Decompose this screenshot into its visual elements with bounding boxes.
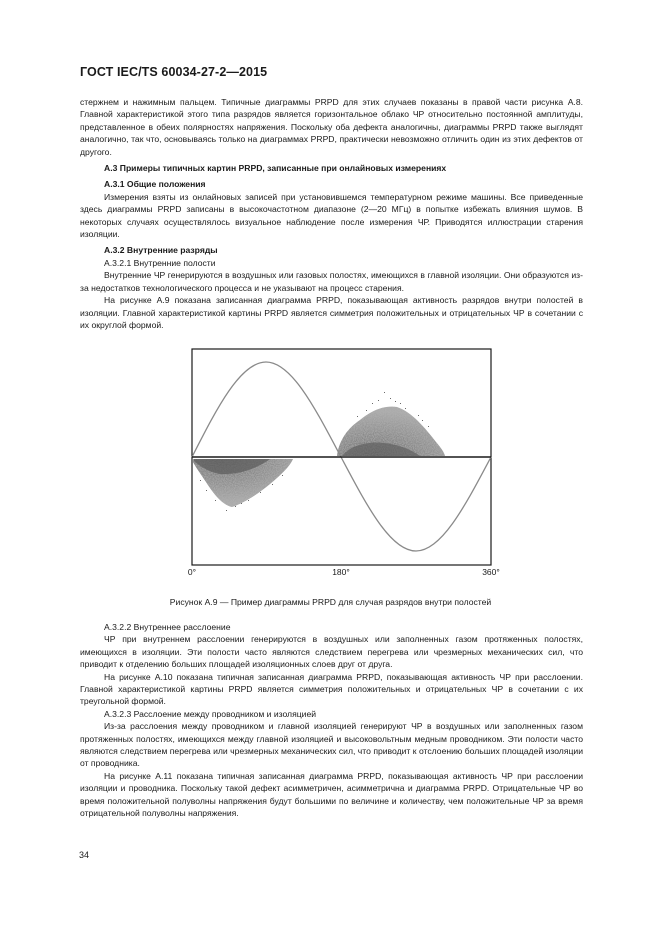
section-a322-text-2: На рисунке А.10 показана типичная записанная диаграмма PRPD, показывающая активность ЧР при расслоении. Главной характеристикой картины PRPD является симметрия положительных и отрицательных ЧР в сочетании с их треугольной формой.: [80, 671, 583, 707]
section-a321-text-2: На рисунке А.9 показана записанная диаграмма PRPD, показывающая активность разрядов внутри полостей в изоляции. Главной характеристикой картины PRPD является симметрия положительных и отрицательных ЧР в сочетании с их округлой формой.: [80, 295, 583, 330]
figure-caption: Рисунок А.9 — Пример диаграммы PRPD для случая разрядов внутри полостей: [169, 597, 492, 607]
section-a32-heading: А.3.2 Внутренние разряды: [104, 245, 218, 256]
section-a3-heading: А.3 Примеры типичных картин PRPD, записанные при онлайновых измерениях: [104, 163, 447, 174]
document-header: ГОСТ IEC/TS 60034-27-2—2015: [80, 65, 268, 79]
section-a321-heading: А.3.2.1 Внутренние полости: [104, 257, 216, 268]
paragraph-continuation: стержнем и нажимным пальцем. Типичные диаграммы PRPD для этих случаев показаны в правой части рисунка А.8. Главной характеристикой этого типа разрядов является горизонтальное облако ЧР относительно постоянной амплитуды, представленное в обеих полярностях напряжения. Поскольку оба дефекта аналогичны, диаграммы PRPD также выглядят аналогично, так что, основываясь только на диаграммах PRPD, практически невозможно отличить один из этих дефектов от другого.: [80, 97, 583, 157]
prpd-chart: [180, 340, 510, 580]
x-label-180: 180°: [332, 567, 350, 577]
section-a323-text-1: Из-за расслоения между проводником и главной изоляцией генерируют ЧР в воздушных или заполненных газом протяженных полостях, имеющихся между главной изоляцией и высоковольтным медным проводником. Эти полости часто являются следствием перегрева или чрезмерных механических сил, что приводит к отслоению больших площадей изоляции от проводника.: [80, 721, 583, 769]
text-block-top: [80, 96, 583, 331]
section-a321-text-1: Внутренние ЧР генерируются в воздушных или газовых полостях, имеющихся в главной изоляции. Они образуются из-за недостатков технологического процесса и не указывают на процесс старения.: [80, 270, 583, 293]
section-a31-heading: А.3.1 Общие положения: [104, 179, 206, 190]
section-a31-text: Измерения взяты из онлайновых записей при установившемся температурном режиме машины. Все приведенные здесь диаграммы PRPD записаны в высокочастотном диапазоне (2—20 МГц) в попытке избежать влияния шумов. В некоторых случаях осуществлялось визуальное наблюдение после измерения ЧР. Приводятся иллюстрации старения изоляции.: [80, 191, 583, 240]
section-a323-text-2: На рисунке А.11 показана типичная записанная диаграмма PRPD, показывающая активность ЧР при расслоении изоляции и проводника. Поскольку такой дефект асимметричен, асимметрична и диаграмма PRPD. Отрицательные ЧР во время положительной полуволны напряжения будут большими по величине и количеству, чем положительные ЧР за время отрицательной полуволны напряжения.: [80, 770, 583, 819]
section-a322-text-1: ЧР при внутреннем расслоении генерируются в воздушных или заполненных газом протяженных полостях, имеющихся в изоляции. Эти полости часто являются следствием перегрева или чрезмерных механических сил, что приводит к отделению больших площадей изоляционных слоев друг от друга.: [80, 634, 583, 670]
x-label-360: 360°: [482, 567, 500, 577]
section-a322-heading: А.3.2.2 Внутреннее расслоение: [104, 622, 231, 632]
text-block-bottom: [80, 621, 583, 820]
x-label-0: 0°: [187, 567, 197, 577]
section-a323-heading: А.3.2.3 Расслоение между проводником и изоляцией: [104, 708, 317, 719]
page-number: 34: [79, 850, 90, 860]
